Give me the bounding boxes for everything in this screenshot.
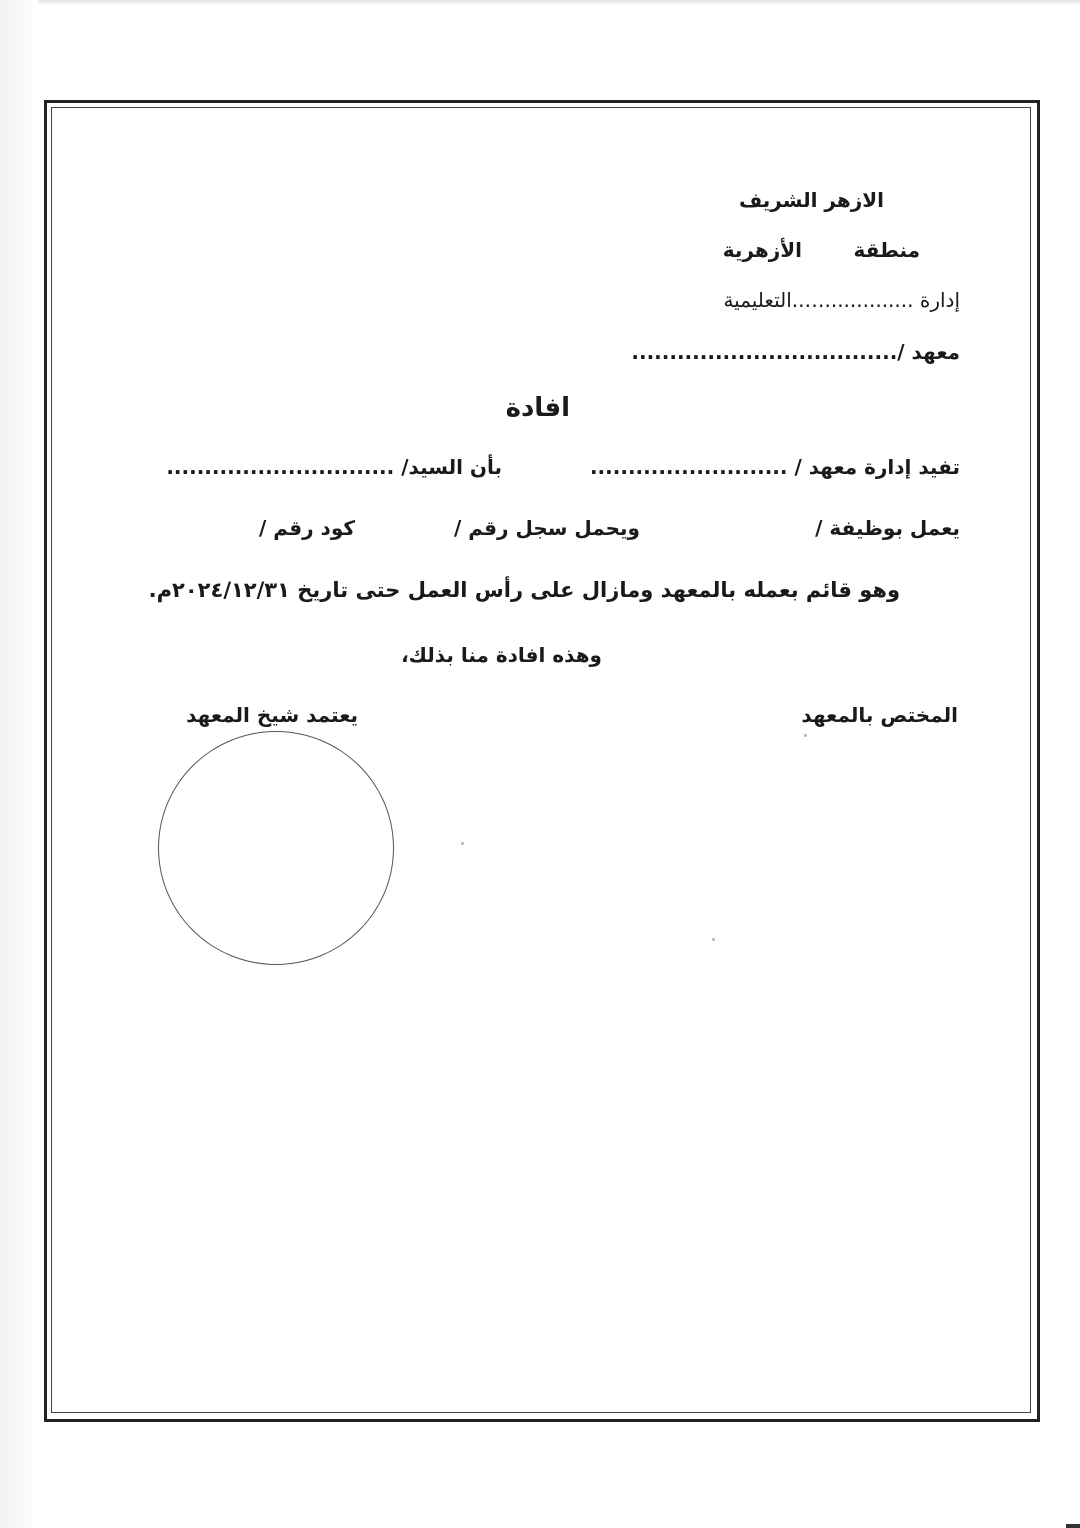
- document-title: افادة: [505, 393, 570, 423]
- line2-registry-label: ويحمل سجل رقم /: [453, 516, 640, 540]
- scan-speck: [712, 938, 715, 941]
- signature-approver: يعتمد شيخ المعهد: [186, 703, 358, 727]
- scan-corner-mark: [1066, 1524, 1080, 1528]
- header-region-suffix: الأزهرية: [722, 238, 802, 262]
- document-closing: وهذه افادة منا بذلك،: [401, 643, 602, 667]
- header-administration: إدارة ..............…..التعليمية: [723, 288, 960, 312]
- scan-speck: [804, 734, 807, 737]
- scan-left-edge: [0, 0, 38, 1528]
- header-institution: الازهر الشريف: [738, 188, 884, 212]
- scan-top-edge: [0, 0, 1080, 6]
- stamp-circle: [158, 731, 394, 965]
- line2-code-label: كود رقم /: [259, 516, 355, 540]
- line1-institute-statement: تفيد إدارة معهد / ..........................: [589, 455, 960, 479]
- header-region-prefix: منطقة: [853, 238, 920, 262]
- line2-job-label: يعمل بوظيفة /: [815, 516, 960, 540]
- line1-mister: بأن السيد/ ..............................: [166, 455, 502, 479]
- document-statement: وهو قائم بعمله بالمعهد ومازال على رأس العمل حتى تاريخ ٢٠٢٤/١٢/٣١م.: [148, 578, 900, 602]
- scan-speck: [461, 842, 464, 845]
- signature-specialist: المختص بالمعهد: [801, 703, 958, 727]
- header-institute: معهد /...................................: [631, 340, 960, 364]
